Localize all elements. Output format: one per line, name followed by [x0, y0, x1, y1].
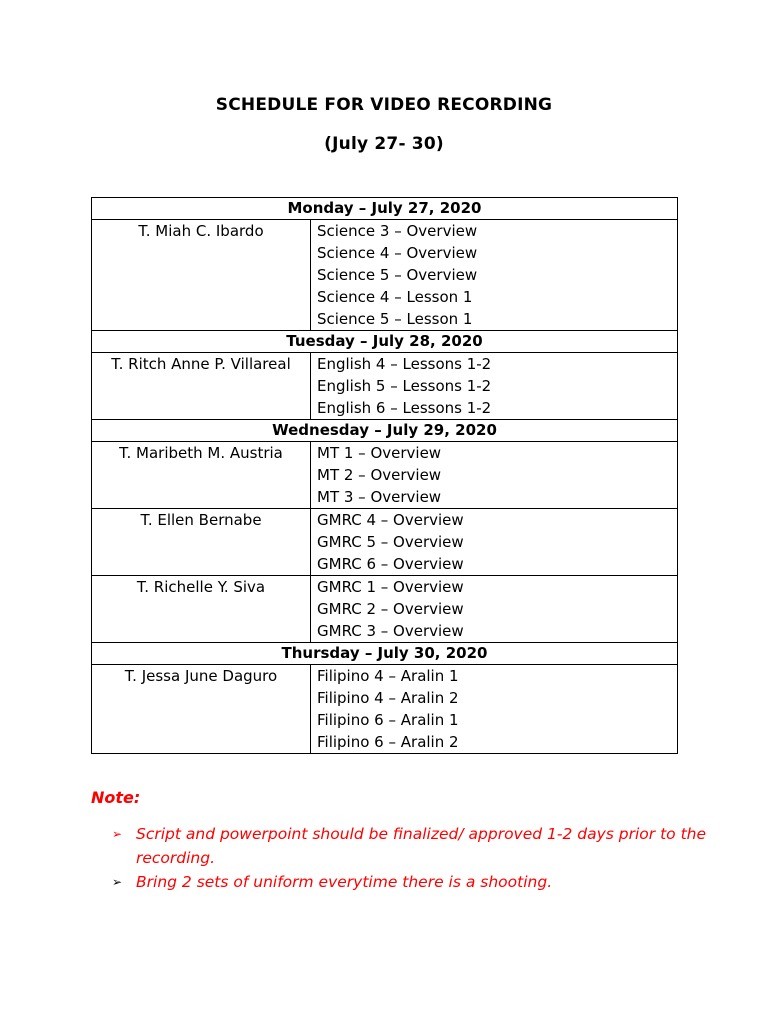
subjects-cell — [311, 442, 678, 509]
subject-item: Science 4 – Lesson 1 — [317, 288, 473, 306]
note-item-text: Script and powerpoint should be finalized/ approved 1-2 days prior to the recording. — [136, 825, 707, 867]
day-header-row — [92, 331, 678, 353]
teacher-row — [92, 665, 678, 754]
teacher-name: T. Maribeth M. Austria — [92, 442, 311, 509]
subject-item: Filipino 4 – Aralin 1 — [317, 667, 459, 685]
teacher-name: T. Ellen Bernabe — [92, 509, 311, 576]
subject-item: English 5 – Lessons 1-2 — [317, 377, 492, 395]
subject-item: Filipino 4 – Aralin 2 — [317, 689, 459, 707]
day-header-row — [92, 198, 678, 220]
subjects-cell — [311, 220, 678, 331]
teacher-row — [92, 576, 678, 643]
note-item — [110, 870, 710, 894]
subjects-cell — [311, 509, 678, 576]
note-list — [110, 822, 710, 894]
subject-item: MT 2 – Overview — [317, 466, 442, 484]
day-header: Wednesday – July 29, 2020 — [92, 420, 678, 442]
day-header-row — [92, 420, 678, 442]
subject-item: GMRC 2 – Overview — [317, 600, 464, 618]
subject-item: GMRC 3 – Overview — [317, 622, 464, 640]
subject-item: English 6 – Lessons 1-2 — [317, 399, 492, 417]
day-header-row — [92, 643, 678, 665]
arrowhead-bullet-icon: ➢ — [112, 875, 123, 889]
subject-item: Science 4 – Overview — [317, 244, 478, 262]
schedule-table — [91, 197, 678, 754]
teacher-name: T. Miah C. Ibardo — [92, 220, 311, 331]
teacher-row — [92, 353, 678, 420]
note-item — [110, 822, 710, 870]
subject-item: English 4 – Lessons 1-2 — [317, 355, 492, 373]
teacher-name: T. Ritch Anne P. Villareal — [92, 353, 311, 420]
document-subtitle: (July 27- 30) — [324, 134, 444, 154]
day-header: Monday – July 27, 2020 — [92, 198, 678, 220]
day-header: Tuesday – July 28, 2020 — [92, 331, 678, 353]
teacher-row — [92, 509, 678, 576]
subject-item: GMRC 4 – Overview — [317, 511, 464, 529]
schedule-table-body — [92, 198, 678, 754]
subject-item: Science 5 – Lesson 1 — [317, 310, 473, 328]
arrowhead-bullet-icon: ➢ — [112, 827, 123, 841]
note-title: Note: — [91, 788, 141, 807]
subject-item: Science 3 – Overview — [317, 222, 478, 240]
teacher-row — [92, 442, 678, 509]
teacher-name: T. Richelle Y. Siva — [92, 576, 311, 643]
teacher-row — [92, 220, 678, 331]
subject-item: Filipino 6 – Aralin 2 — [317, 733, 459, 751]
document-title: SCHEDULE FOR VIDEO RECORDING — [215, 95, 553, 115]
subject-item: GMRC 5 – Overview — [317, 533, 464, 551]
note-item-text: Bring 2 sets of uniform everytime there is a shooting. — [136, 873, 553, 891]
subjects-cell — [311, 665, 678, 754]
subject-item: MT 3 – Overview — [317, 488, 442, 506]
subject-item: GMRC 6 – Overview — [317, 555, 464, 573]
subject-item: MT 1 – Overview — [317, 444, 442, 462]
subject-item: GMRC 1 – Overview — [317, 578, 464, 596]
subjects-cell — [311, 576, 678, 643]
day-header: Thursday – July 30, 2020 — [92, 643, 678, 665]
teacher-name: T. Jessa June Daguro — [92, 665, 311, 754]
subject-item: Science 5 – Overview — [317, 266, 478, 284]
subject-item: Filipino 6 – Aralin 1 — [317, 711, 459, 729]
subjects-cell — [311, 353, 678, 420]
